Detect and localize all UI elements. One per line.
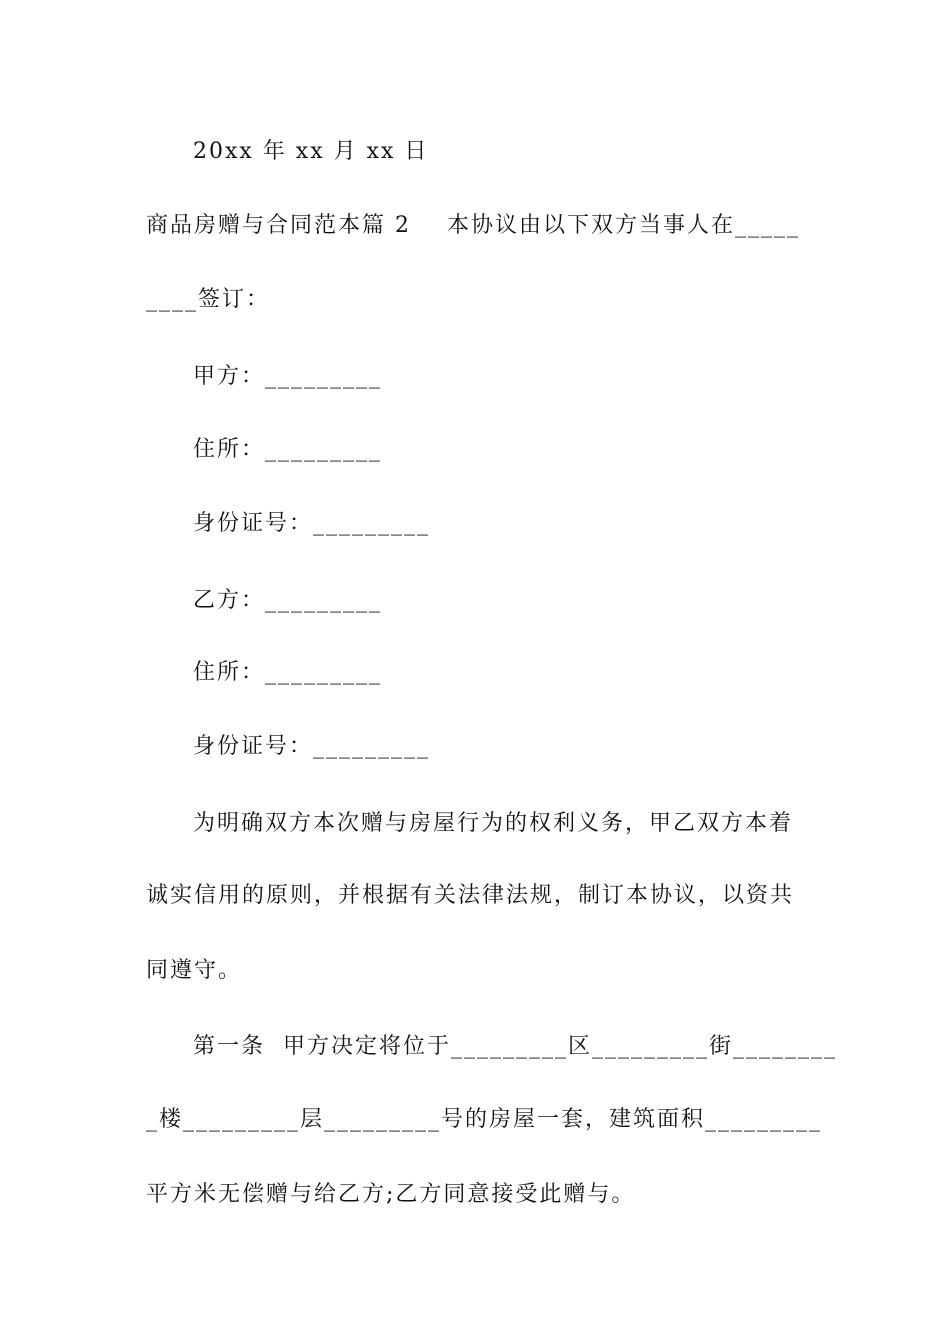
signing-place-line: ____签订： — [146, 287, 271, 312]
purpose-paragraph-line-3: 同遵守。 — [146, 958, 243, 983]
party-a-address-line: 住所：_________ — [193, 437, 383, 462]
article-one-line-2: _楼_________层_________号的房屋一套，建筑面积_________ — [146, 1107, 823, 1132]
article-one-line-3: 平方米无偿赠与给乙方;乙方同意接受此赠与。 — [146, 1182, 636, 1207]
purpose-paragraph-line-1: 为明确双方本次赠与房屋行为的权利义务，甲乙双方本着 — [193, 811, 794, 836]
date-line: 20xx 年 xx 月 xx 日 — [193, 139, 429, 164]
party-b-address-line: 住所：_________ — [193, 660, 383, 685]
party-b-line: 乙方：_________ — [193, 588, 383, 613]
party-a-line: 甲方：_________ — [193, 364, 383, 389]
purpose-paragraph-line-2: 诚实信用的原则，并根据有关法律法规，制订本协议，以资共 — [146, 883, 795, 908]
title-and-intro-line: 商品房赠与合同范本篇 2 本协议由以下双方当事人在_____ — [146, 213, 800, 238]
party-b-id-line: 身份证号：_________ — [193, 734, 431, 759]
party-a-id-line: 身份证号：_________ — [193, 511, 431, 536]
article-one-line-1: 第一条 甲方决定将位于_________区_________街________ — [193, 1034, 837, 1059]
